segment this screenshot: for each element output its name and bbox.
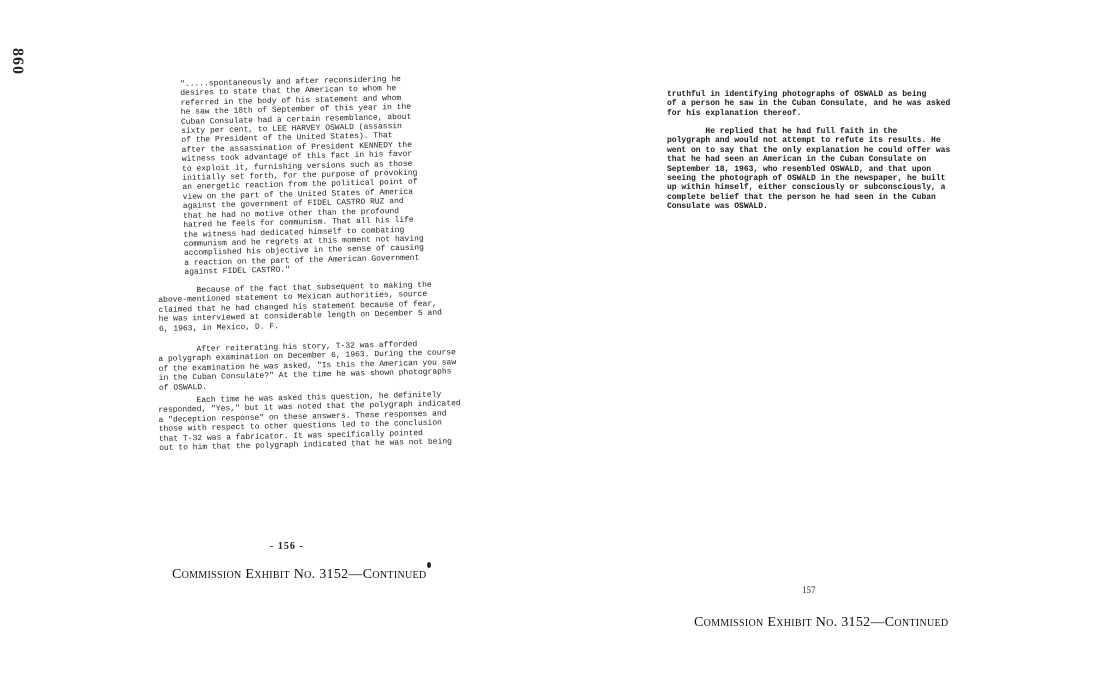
left-paragraph-3: Each time he was asked this question, he definitely responded, "Yes," but it was noted that the polygraph indicated a "deception response" on these answers. These responses and those with respect to other questions led to the conclusion that T-32 was a fabricator. It was specifically pointed out to him that the polygraph indicated that he was not being bbox=[158, 390, 461, 454]
right-paragraph-1: truthful in identifying photographs of OSWALD as being of a person he saw in the Cuban Consulate, and he was asked for his explanation thereof. bbox=[667, 90, 951, 118]
left-paragraph-1: Because of the fact that subsequent to making the above-mentioned statement to Mexican authorities, source claimed that he had changed his statement because of fear, he was interviewed at considerable length on December 5 and 6, 1963, in Mexico, D. F. bbox=[158, 280, 443, 334]
right-folio: 157 bbox=[802, 585, 816, 595]
left-paragraph-2: After reiterating his story, T-32 was afforded a polygraph examination on December 6, 1963. During the course of the examination he was asked, "Is this the American you saw in the Cuban Consulate?" At the time he was shown photographs of OSWALD. bbox=[158, 340, 457, 393]
page-number: 860 bbox=[9, 48, 26, 75]
ink-mark bbox=[427, 562, 431, 568]
left-folio: - 156 - bbox=[270, 541, 304, 552]
left-exhibit-caption: Commission Exhibit No. 3152—Continued bbox=[172, 567, 427, 582]
right-paragraph-2: He replied that he had full faith in the polygraph and would not attempt to refute its results. He went on to say that the only explanation he could offer was that he had seen an American in the Cuban Consulate on September 18, 1963, who resembled OSWALD, and that upon seeing the photograph of OSWALD in the newspaper, he built up within himself, either consciously or subconsciously, a complete belief that the person he had seen in the Cuban Consulate was OSWALD. bbox=[667, 127, 951, 212]
right-exhibit-caption: Commission Exhibit No. 3152—Continued bbox=[694, 615, 949, 630]
quoted-statement: ".....spontaneously and after reconsidering he desires to state that the American to whom he referred in the body of his statement and whom he saw the 18th of September of this year in the Cuban Consulate had a certain resemblance, about sixty per cent, to LEE HARVEY OSWALD (assassin of the President of the United States). That after the assassination of President KENNEDY the witness took advantage of this fact in his favor to exploit it, furnishing versions such as those initially set forth, for the purpose of provoking an energetic reaction from the political point of view on the part of the United States of America against the government of FIDEL CASTRO RUZ and that he had no motive other than the profound hatred he feels for communism. That all his life the witness had dedicated himself to combating communism and he regrets at this moment not having accomplished his objective in the sense of causing a reaction on the part of the American Government against FIDEL CASTRO." bbox=[180, 74, 425, 278]
